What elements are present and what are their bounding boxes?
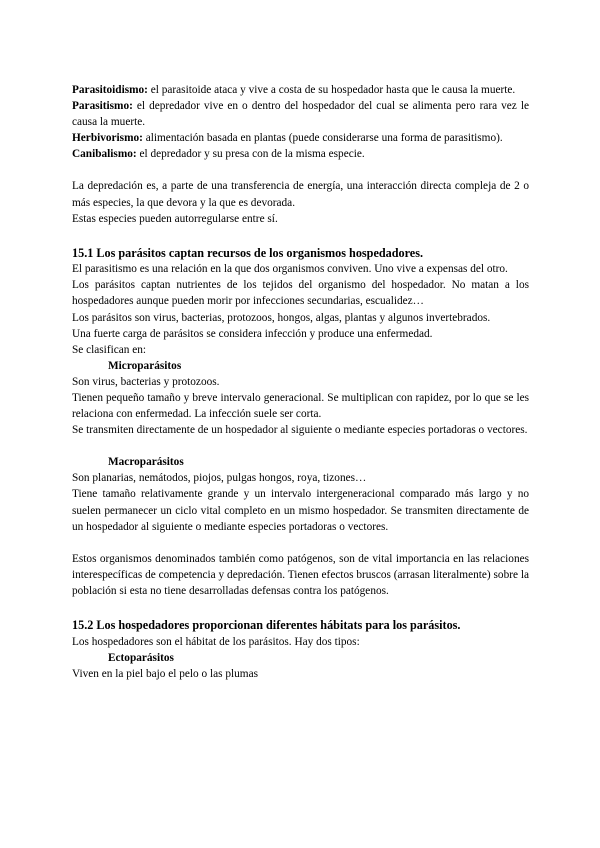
body-paragraph: Los parásitos son virus, bacterias, protozoos, hongos, algas, plantas y algunos invertebrados. (72, 311, 491, 324)
intro-paragraph: La depredación es, a parte de una transferencia de energía, una interacción directa compleja de 2 o más especies, la que devora y la que es devorada. (72, 180, 529, 209)
subheading-ectoparasitos: Ectoparásitos (108, 651, 174, 664)
definition-parasitoidismo (72, 82, 529, 98)
body-paragraph: Estos organismos denominados también como patógenos, son de vital importancia en las relaciones interespecíficas de competencia y depredación. Tienen efectos bruscos (arrasan literalmente) sobre la población si esta no tiene desarrolladas defensas contra los patógenos. (72, 552, 529, 597)
definition-canibalismo (72, 146, 529, 162)
body-paragraph: Son planarias, nemátodos, piojos, pulgas hongos, roya, tizones… (72, 472, 367, 485)
definition-term: Parasitismo: (72, 100, 133, 113)
definition-term: Parasitoidismo: (72, 84, 148, 96)
body-paragraph: Los hospedadores son el hábitat de los parásitos. Hay dos tipos: (72, 635, 360, 648)
definition-text: el depredador vive en o dentro del hospedador del cual se alimenta pero rara vez le causa la muerte. (72, 100, 529, 129)
body-paragraph: El parasitismo es una relación en la que dos organismos conviven. Uno vive a expensas del otro. (72, 263, 508, 276)
body-paragraph: Una fuerte carga de parásitos se considera infección y produce una enfermedad. (72, 327, 433, 340)
definition-text: el depredador y su presa con de la misma especie. (136, 148, 365, 161)
subheading-microparasitos: Microparásitos (108, 359, 182, 372)
section-heading-15-1: 15.1 Los parásitos captan recursos de los organismos hospedadores. (72, 245, 423, 260)
definition-term: Canibalismo: (72, 148, 137, 161)
body-paragraph: Son virus, bacterias y protozoos. (72, 375, 220, 388)
body-paragraph: Los parásitos captan nutrientes de los tejidos del organismo del hospedador. No matan a los hospedadores aunque pueden morir por infecciones secundarias, escualidez… (72, 279, 529, 308)
body-paragraph: Viven en la piel bajo el pelo o las plumas (72, 667, 258, 680)
body-paragraph: Se clasifican en: (72, 343, 147, 356)
subheading-macroparasitos: Macroparásitos (108, 456, 184, 469)
section-heading-15-2: 15.2 Los hospedadores proporcionan diferentes hábitats para los parásitos. (72, 618, 461, 633)
body-paragraph: Se transmiten directamente de un hospedador al siguiente o mediante especies portadoras o vectores. (72, 424, 528, 437)
body-paragraph: Tiene tamaño relativamente grande y un intervalo intergeneracional comparado más largo y no suelen permanecer un ciclo vital completo en un mismo hospedador. Se transmiten directamente de un hospedador al siguiente o mediante especies portadoras o vectores. (72, 488, 529, 533)
definition-herbivorismo (72, 130, 529, 146)
body-paragraph: Tienen pequeño tamaño y breve intervalo generacional. Se multiplican con rapidez, por lo que se les relaciona con enfermedad. La infección suele ser corta. (72, 392, 529, 421)
definition-parasitismo (72, 98, 529, 130)
definition-term: Herbivorismo: (72, 132, 143, 145)
definition-text: el parasitoide ataca y vive a costa de su hospedador hasta que le causa la muerte. (147, 84, 516, 96)
intro-paragraph: Estas especies pueden autorregularse entre sí. (72, 212, 278, 225)
definition-text: alimentación basada en plantas (puede considerarse una forma de parasitismo). (142, 132, 503, 145)
